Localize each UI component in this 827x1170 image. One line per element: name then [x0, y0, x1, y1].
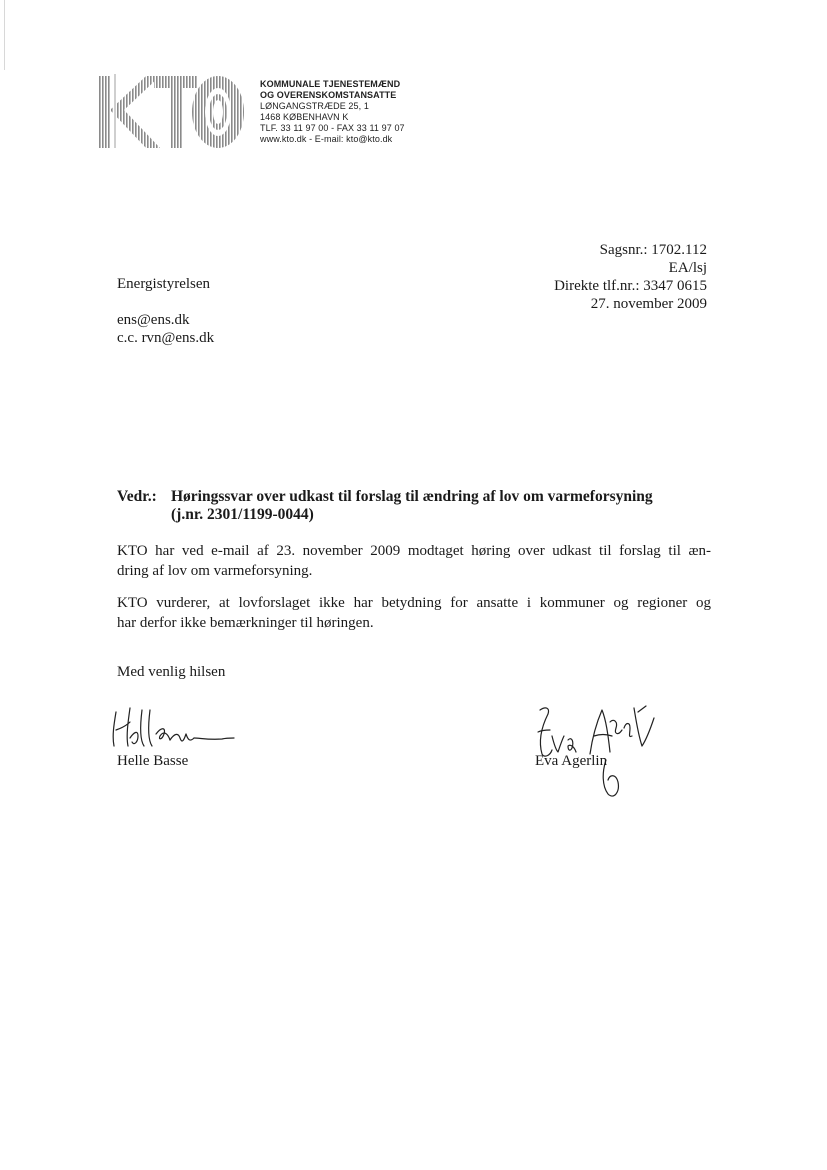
body-paragraph-1 — [117, 541, 711, 581]
recipient-cc: c.c. rvn@ens.dk — [117, 330, 215, 346]
page-edge-line — [4, 0, 5, 70]
initials: EA/lsj — [668, 260, 707, 276]
signature-helle-basse — [108, 700, 238, 760]
org-name-line1: KOMMUNALE TJENESTEMÆND — [260, 79, 401, 89]
subject-line2: (j.nr. 2301/1199-0044) — [171, 506, 314, 523]
recipient-email: ens@ens.dk — [117, 312, 190, 328]
paragraph-2-line1: KTO vurderer, at lovforslaget ikke har betydning for ansatte i kommuner og regioner og — [117, 595, 711, 611]
subject-line1: Høringssvar over udkast til forslag til ændring af lov om varmeforsyning — [171, 488, 653, 505]
case-number: Sagsnr.: 1702.112 — [599, 242, 707, 258]
paragraph-1-line2: dring af lov om varmeforsyning. — [117, 563, 313, 579]
kto-logo — [96, 70, 248, 152]
organization-block — [260, 79, 405, 145]
org-phone-fax: TLF. 33 11 97 00 - FAX 33 11 97 07 — [260, 123, 405, 133]
body-paragraph-2 — [117, 593, 711, 633]
letter-date: 27. november 2009 — [590, 296, 707, 312]
org-street: LØNGANGSTRÆDE 25, 1 — [260, 101, 369, 111]
org-city: 1468 KØBENHAVN K — [260, 112, 349, 122]
closing-greeting: Med venlig hilsen — [117, 664, 226, 680]
paragraph-1-line1: KTO har ved e-mail af 23. november 2009 modtaget høring over udkast til forslag til æn- — [117, 543, 711, 559]
direct-phone: Direkte tlf.nr.: 3347 0615 — [554, 278, 707, 294]
signatory-left: Helle Basse — [117, 753, 189, 769]
signatory-right: Eva Agerlin — [535, 753, 608, 769]
subject-label: Vedr.: — [117, 488, 157, 505]
reference-block — [554, 241, 707, 313]
org-web-email: www.kto.dk - E-mail: kto@kto.dk — [260, 134, 393, 144]
recipient-emails — [117, 311, 214, 347]
paragraph-2-line2: har derfor ikke bemærkninger til høringen. — [117, 615, 374, 631]
org-name-line2: OG OVERENSKOMSTANSATTE — [260, 90, 397, 100]
recipient-name: Energistyrelsen — [117, 276, 211, 292]
